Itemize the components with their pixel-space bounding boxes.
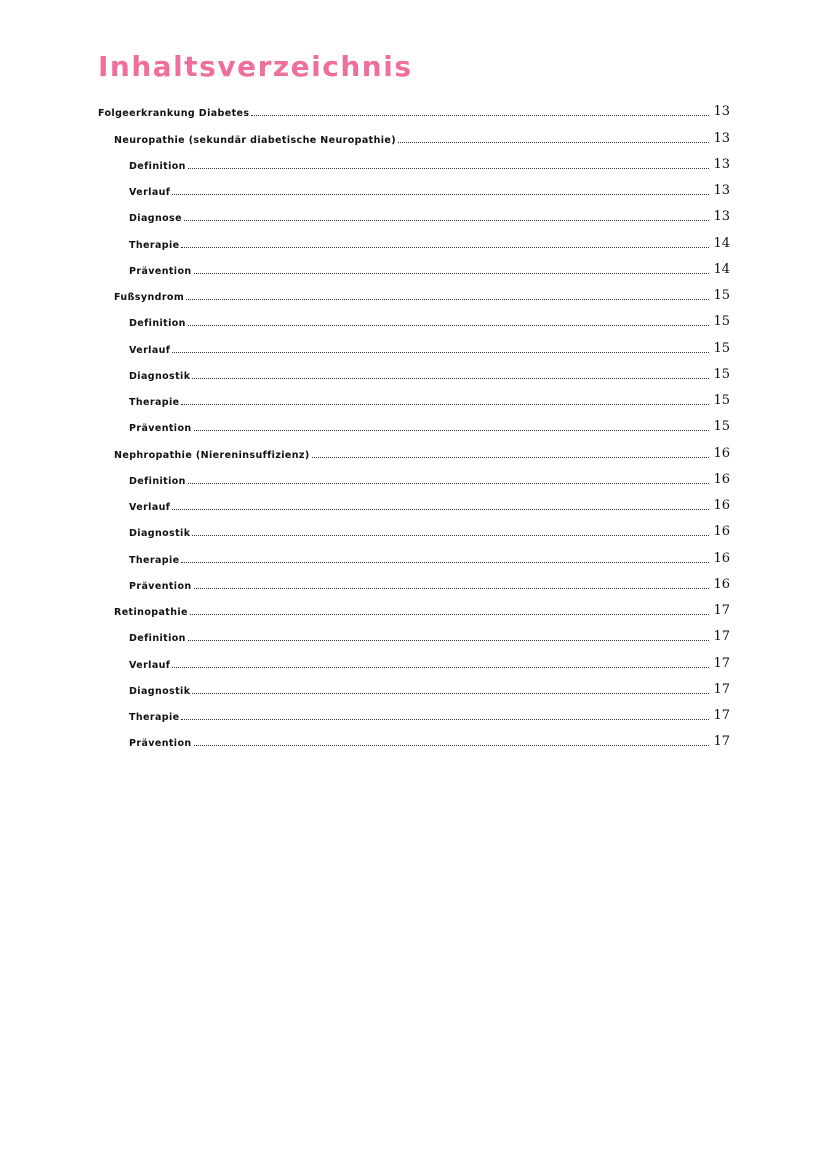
- toc-entry-label: Folgeerkrankung Diabetes: [98, 108, 250, 120]
- toc-entry-label: Verlauf: [129, 502, 171, 513]
- toc-entry-page-number: 16: [713, 524, 730, 540]
- toc-entry-label: Therapie: [129, 554, 180, 566]
- toc-entry-page-number: 15: [713, 393, 730, 408]
- toc-entry-page-number: 15: [713, 419, 730, 435]
- toc-entry-page-number: 13: [713, 183, 730, 198]
- toc-entry-label: Verlauf: [129, 344, 171, 356]
- toc-entry[interactable]: [98, 700, 730, 726]
- dot-leader: [188, 640, 709, 641]
- toc-entry[interactable]: [98, 149, 730, 175]
- toc-entry-label: Diagnostik: [129, 370, 191, 382]
- toc-entry-label: Diagnostik: [129, 528, 191, 540]
- toc-entry[interactable]: [98, 306, 730, 332]
- dot-leader: [251, 115, 709, 116]
- toc-entry-page-number: 15: [713, 288, 730, 303]
- toc-entry-label: Prävention: [129, 423, 192, 435]
- toc-entry-label: Diagnostik: [129, 685, 191, 697]
- toc-entry-label: Definition: [129, 633, 186, 645]
- toc-entry-page-number: 17: [713, 681, 730, 697]
- toc-entry-page-number: 17: [713, 734, 730, 750]
- toc-entry-label: Verlauf: [129, 187, 171, 198]
- dot-leader: [181, 719, 709, 720]
- dot-leader: [398, 142, 709, 143]
- toc-entry[interactable]: [98, 490, 730, 516]
- toc-entry-label: Prävention: [129, 738, 192, 750]
- dot-leader: [186, 299, 709, 300]
- toc-entry[interactable]: [98, 542, 730, 568]
- toc-entry[interactable]: [98, 122, 730, 148]
- toc-entry[interactable]: [98, 201, 730, 227]
- toc-entry-page-number: 17: [713, 603, 730, 618]
- toc-entry-page-number: 13: [713, 209, 730, 225]
- toc-entry-page-number: 13: [713, 130, 730, 146]
- toc-entry-page-number: 17: [713, 708, 730, 723]
- dot-leader: [181, 404, 709, 405]
- toc-entry-page-number: 14: [713, 235, 730, 251]
- dot-leader: [188, 325, 709, 326]
- dot-leader: [188, 483, 709, 484]
- toc-entry[interactable]: [98, 569, 730, 595]
- toc-entry[interactable]: [98, 464, 730, 490]
- toc-entry-label: Nephropathie (Niereninsuffizienz): [114, 449, 310, 461]
- toc-entry-page-number: 17: [713, 655, 730, 671]
- toc-entry-label: Fußsyndrom: [114, 292, 185, 303]
- toc-entry[interactable]: [98, 254, 730, 280]
- toc-entry-page-number: 16: [713, 471, 730, 487]
- dot-leader: [192, 693, 709, 694]
- table-of-contents: [98, 96, 730, 752]
- dot-leader: [194, 273, 709, 274]
- toc-entry-page-number: 16: [713, 445, 730, 461]
- toc-entry[interactable]: [98, 359, 730, 385]
- toc-entry-page-number: 16: [713, 550, 730, 566]
- toc-entry-label: Definition: [129, 160, 186, 172]
- dot-leader: [181, 562, 709, 563]
- toc-entry-page-number: 13: [713, 104, 730, 120]
- toc-entry-label: Definition: [129, 318, 186, 330]
- toc-entry[interactable]: [98, 621, 730, 647]
- toc-entry[interactable]: [98, 332, 730, 358]
- dot-leader: [192, 378, 709, 379]
- toc-entry[interactable]: [98, 674, 730, 700]
- dot-leader: [181, 247, 709, 248]
- toc-entry[interactable]: [98, 96, 730, 122]
- dot-leader: [188, 168, 709, 169]
- toc-entry-label: Prävention: [129, 580, 192, 592]
- toc-entry-label: Therapie: [129, 712, 180, 723]
- toc-entry[interactable]: [98, 175, 730, 201]
- toc-entry[interactable]: [98, 647, 730, 673]
- toc-entry-label: Retinopathie: [114, 607, 188, 618]
- toc-entry-page-number: 15: [713, 314, 730, 330]
- toc-entry-label: Diagnose: [129, 213, 182, 225]
- dot-leader: [194, 588, 709, 589]
- dot-leader: [194, 430, 709, 431]
- toc-entry-label: Therapie: [129, 239, 180, 251]
- dot-leader: [172, 509, 709, 510]
- toc-entry-label: Definition: [129, 475, 186, 487]
- toc-entry-page-number: 15: [713, 366, 730, 382]
- toc-entry[interactable]: [98, 411, 730, 437]
- dot-leader: [172, 194, 709, 195]
- dot-leader: [194, 745, 709, 746]
- dot-leader: [192, 535, 709, 536]
- dot-leader: [172, 667, 709, 668]
- toc-entry[interactable]: [98, 280, 730, 306]
- toc-entry-label: Neuropathie (sekundär diabetische Neuropathie): [114, 134, 397, 146]
- toc-entry-page-number: 17: [713, 629, 730, 645]
- toc-entry[interactable]: [98, 595, 730, 621]
- toc-entry-label: Prävention: [129, 265, 192, 277]
- dot-leader: [312, 457, 709, 458]
- dot-leader: [190, 614, 709, 615]
- toc-entry-page-number: 15: [713, 340, 730, 356]
- toc-entry[interactable]: [98, 385, 730, 411]
- toc-entry-page-number: 16: [713, 498, 730, 513]
- toc-entry[interactable]: [98, 726, 730, 752]
- toc-entry-label: Verlauf: [129, 659, 171, 671]
- toc-entry[interactable]: [98, 437, 730, 463]
- toc-entry[interactable]: [98, 227, 730, 253]
- toc-entry[interactable]: [98, 516, 730, 542]
- dot-leader: [172, 352, 709, 353]
- toc-entry-label: Therapie: [129, 397, 180, 408]
- toc-entry-page-number: 16: [713, 576, 730, 592]
- dot-leader: [184, 220, 709, 221]
- toc-entry-page-number: 13: [713, 156, 730, 172]
- page-title: Inhaltsverzeichnis: [98, 50, 413, 83]
- toc-entry-page-number: 14: [713, 261, 730, 277]
